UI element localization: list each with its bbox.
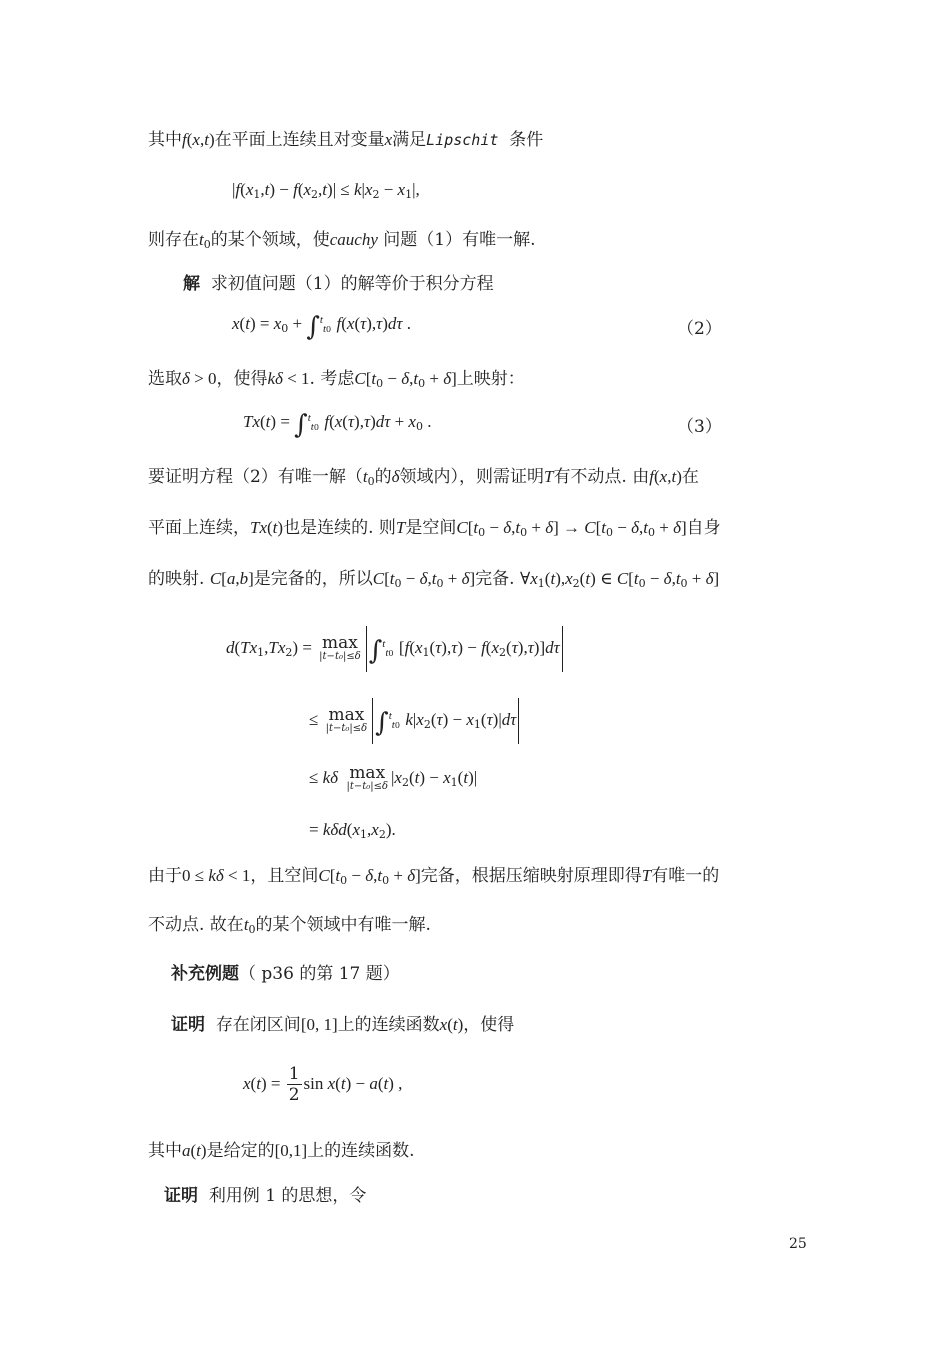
equation-sin: x(t) = $\frac{1}{2}$ sin x(t) − a(t) , [243,1064,403,1105]
equation-number-2: （2） [677,319,722,339]
text-segment: ，使得 [463,1015,515,1035]
text-segment: 完备，根据压缩映射原理即得 [420,866,642,886]
equation-2: $x(t) = x_0 + \int^t_{t0}$ f(x(τ),τ)dτ . [232,312,412,342]
solution-heading [183,272,494,296]
text-segment: 是空间 [405,518,457,538]
equation-3: Tx(t) = ∫$^t_{t0}$ $f(x(\tau),\tau)d\tau + x_0$ . [243,410,432,440]
text-segment: 则存在 [148,230,199,250]
text-segment: 自身 [686,518,721,538]
text-segment: . 考虑 [309,369,355,389]
text-segment: 在 [681,467,699,487]
text-segment: 条件 [509,130,544,150]
text-line-completeness: 的映射. C[a,b]是完备的，所以$C[t_0 - \delta,t_0 + \delta]$完备. $\forall x_1(t),x_2(t)$ ∈ $C[t_0 - \delta,t_0 + \delta]$ [148,569,720,590]
text-segment: 领域内），则需证明 [399,467,544,487]
text-segment: 其中 [148,130,182,150]
text-segment: 其中 [148,1141,182,1161]
text-segment: ，且空间 [250,866,319,886]
text-segment: 上的连续函数. [307,1141,415,1161]
lipschitz-term: Lipschit [426,131,499,149]
text-segment: 求初值问题（1）的解等价于积分方程 [210,274,494,294]
text-segment: 上映射： [456,369,525,389]
equation-distance-3: ≤ kδ max |t−t₀|≤δ $|x_2(t) - x_1(t)|$ [309,762,478,792]
text-segment: ，使得 [216,369,268,389]
text-segment: 有唯一的 [651,866,720,886]
text-segment: 由于 [148,866,182,886]
text-line-continuity: 平面上连续，Tx(t)也是连续的. 则T是空间$C[t_0 - \delta,t_0 + \delta] \to C[t_0 - \delta,t_0 + \delta]$自身 [148,518,721,539]
text-segment: 上的连续函数 [337,1015,440,1035]
text-line-proof-start [164,1184,366,1208]
supplementary-label: 补充例题 [171,964,239,984]
text-segment: 要证明方程（2）有唯一解（ [148,467,363,487]
text-segment: 在平面上连续且对变量 [214,130,385,150]
supplementary-example-heading [171,962,400,986]
page-number: 25 [789,1236,807,1252]
text-segment: （ p36 的第 17 题） [239,964,400,984]
equation-distance-4: = $k\delta d(x_1,x_2)$. [309,820,396,841]
text-line-proof-statement: 证明 存在闭区间[0, 1]上的连续函数x(t)，使得 [171,1015,515,1035]
text-segment: 的映射. [148,569,205,589]
text-line-choose-delta: 选取δ > 0，使得kδ < 1. 考虑$C[t_0 - \delta,t_0 + \delta]$上映射： [148,369,525,390]
equation-distance-1: $d(Tx_1,Tx_2)$ = max |t−t₀|≤δ ∫$^t_{t0}$ $[f(x_1(\tau),\tau) - f(x_2(\tau),\tau)]d\tau$ [226,625,565,674]
text-line-fixed-point: 要证明方程（2）有唯一解（$t_0$的δ领域内），则需证明T有不动点. 由f(x,t)在 [148,467,699,488]
text-segment: 问题（1）有唯一解. [383,230,536,250]
text-segment: 不动点. 故在 [148,915,244,935]
text-line-contraction: 由于0 ≤ kδ < 1，且空间$C[t_0 - \delta,t_0 + \delta]$完备，根据压缩映射原理即得T有唯一的 [148,866,720,887]
text-segment: 平面上连续， [148,518,250,538]
text-segment: 利用例 1 的思想，令 [208,1186,367,1206]
text-segment: 满足 [392,130,427,150]
equation-number-3: （3） [677,417,722,437]
proof-label: 证明 [164,1186,198,1206]
text-segment: 存在闭区间 [215,1015,301,1035]
proof-label: 证明 [171,1015,205,1035]
equation-lipschitz: $|f(x_1,t) - f(x_2,t)| \le k|x_2 - x_1|$, [232,180,420,201]
text-line-given-function: 其中a(t)是给定的[0,1]上的连续函数. [148,1141,415,1161]
cauchy-term: cauchy [329,230,378,249]
equation-distance-2: ≤ max |t−t₀|≤δ ∫$^t_{t0}$ $k|x_2(\tau) - x_1(\tau)|d\tau$ [309,697,521,746]
text-segment: 的某个领域，使 [210,230,330,250]
text-segment: 是完备的，所以 [253,569,373,589]
text-segment: 选取 [148,369,182,389]
solution-label: 解 [183,274,200,294]
text-line-existence: 则存在$t_0$的某个领域，使cauchy 问题（1）有唯一解. [148,230,536,251]
text-segment: 也是连续的. 则 [283,518,396,538]
text-line-conclusion: 不动点. 故在$t_0$的某个领域中有唯一解. [148,915,431,936]
text-segment: 完备. [475,569,515,589]
text-segment: 的某个领域中有唯一解. [255,915,431,935]
text-segment: 有不动点. 由 [553,467,650,487]
text-segment: 是给定的 [206,1141,275,1161]
text-line-condition: 其中f(x,t)在平面上连续且对变量x满足Lipschit 条件 [148,130,544,150]
text-segment: 的 [374,467,392,487]
